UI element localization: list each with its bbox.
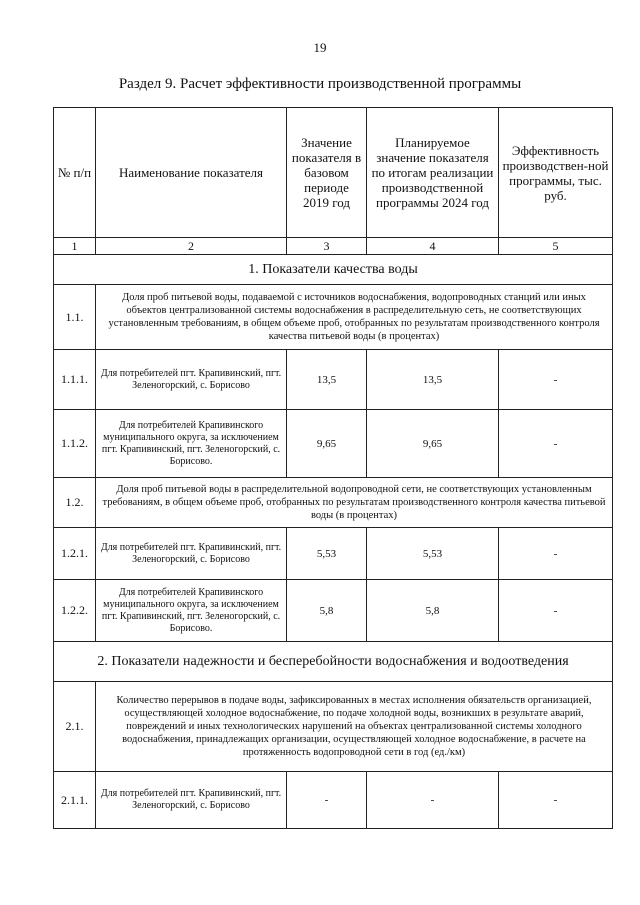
table-row: [54, 580, 613, 642]
col-number: 4: [367, 238, 499, 255]
indicator-name: Для потребителей Крапивинского муниципального округа, за исключением пгт. Крапивинский, пгт. Зеленогорский, с. Борисово.: [96, 580, 287, 642]
indicator-name: Для потребителей пгт. Крапивинский, пгт. Зеленогорский, с. Борисово: [96, 528, 287, 580]
row-number: 2.1.1.: [54, 772, 96, 829]
plan-value: 13,5: [367, 350, 499, 410]
indicator-description: Количество перерывов в подаче воды, зафиксированных в местах исполнения обязательств организацией, осуществляющей холодное водоснабжение, по подаче холодной воды, возникших в результате аварий, повреждений и иных технологических нарушений на объектах централизованной системы холодного водоснабжения, принадлежащих организации, осуществляющей холодное водоснабжение, в расчете на протяженность водопроводной сети в год (ед./км): [96, 682, 613, 772]
efficiency-value: -: [499, 410, 613, 478]
base-value: 5,53: [287, 528, 367, 580]
efficiency-value: -: [499, 528, 613, 580]
plan-value: 5,53: [367, 528, 499, 580]
group-title: 2. Показатели надежности и бесперебойности водоснабжения и водоотведения: [54, 642, 613, 682]
header-num: № п/п: [54, 108, 96, 238]
column-number-row: [54, 238, 613, 255]
plan-value: 9,65: [367, 410, 499, 478]
base-value: -: [287, 772, 367, 829]
table-row: [54, 285, 613, 350]
col-number: 3: [287, 238, 367, 255]
efficiency-value: -: [499, 772, 613, 829]
plan-value: 5,8: [367, 580, 499, 642]
header-row: [54, 108, 613, 238]
header-eff: Эффективность производствен-ной программы, тыс. руб.: [499, 108, 613, 238]
col-number: 5: [499, 238, 613, 255]
row-number: 1.1.2.: [54, 410, 96, 478]
base-value: 13,5: [287, 350, 367, 410]
plan-value: -: [367, 772, 499, 829]
efficiency-value: -: [499, 350, 613, 410]
row-number: 2.1.: [54, 682, 96, 772]
indicator-description: Доля проб питьевой воды в распределительной водопроводной сети, не соответствующих установленным требованиям, в общем объеме проб, отобранных по результатам производственного контроля качества питьевой воды (в процентах): [96, 478, 613, 528]
group-title: 1. Показатели качества воды: [54, 255, 613, 285]
efficiency-table: [53, 107, 613, 829]
header-name: Наименование показателя: [96, 108, 287, 238]
table-row: [54, 528, 613, 580]
group-row: [54, 642, 613, 682]
header-plan: Планируемое значение показателя по итогам реализации производственной программы 2024 год: [367, 108, 499, 238]
table-row: [54, 410, 613, 478]
row-number: 1.1.: [54, 285, 96, 350]
header-base: Значение показателя в базовом периоде 2019 год: [287, 108, 367, 238]
indicator-name: Для потребителей пгт. Крапивинский, пгт. Зеленогорский, с. Борисово: [96, 772, 287, 829]
section-title: Раздел 9. Расчет эффективности производственной программы: [118, 76, 522, 92]
group-row: [54, 255, 613, 285]
col-number: 2: [96, 238, 287, 255]
row-number: 1.2.2.: [54, 580, 96, 642]
indicator-name: Для потребителей Крапивинского муниципального округа, за исключением пгт. Крапивинский, пгт. Зеленогорский, с. Борисово.: [96, 410, 287, 478]
row-number: 1.2.: [54, 478, 96, 528]
table-row: [54, 772, 613, 829]
table-row: [54, 478, 613, 528]
table-row: [54, 682, 613, 772]
base-value: 9,65: [287, 410, 367, 478]
indicator-name: Для потребителей пгт. Крапивинский, пгт. Зеленогорский, с. Борисово: [96, 350, 287, 410]
efficiency-value: -: [499, 580, 613, 642]
row-number: 1.2.1.: [54, 528, 96, 580]
col-number: 1: [54, 238, 96, 255]
page-number: 19: [313, 40, 327, 55]
indicator-description: Доля проб питьевой воды, подаваемой с источников водоснабжения, водопроводных станций или иных объектов централизованной системы водоснабжения в распределительную сеть, не соответствующих установленным требованиям, в общем объеме проб, отобранных по результатам производственного контроля качества питьевой воды (в процентах): [96, 285, 613, 350]
table-row: [54, 350, 613, 410]
base-value: 5,8: [287, 580, 367, 642]
row-number: 1.1.1.: [54, 350, 96, 410]
